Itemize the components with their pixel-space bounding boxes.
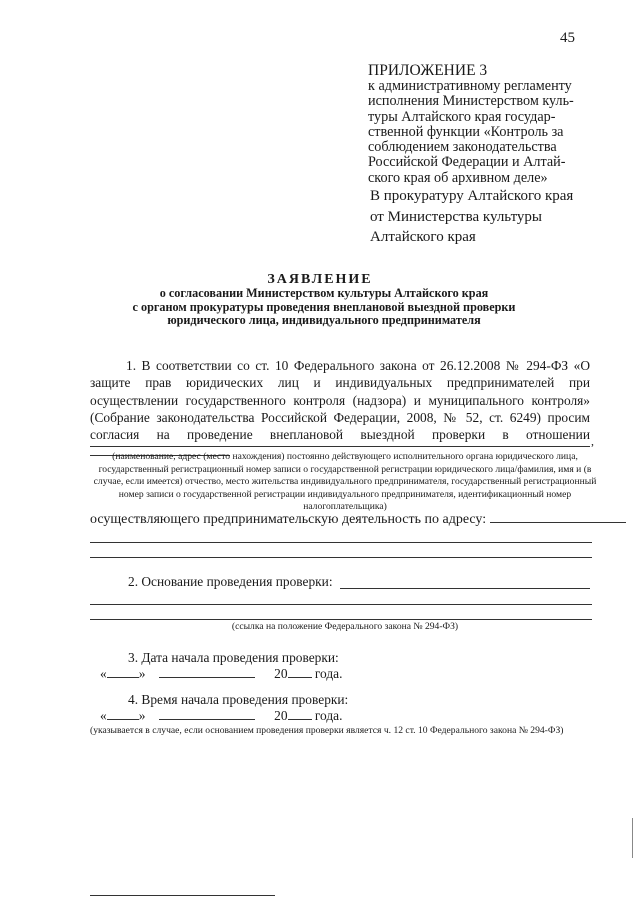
address-line[interactable] (90, 557, 592, 558)
address-row (90, 512, 626, 528)
basis-field[interactable] (340, 588, 590, 589)
basis-line[interactable] (90, 619, 592, 620)
subtitle-line: о согласовании Министерством культуры Алтайского края (159, 286, 489, 300)
entity-note: (наименование, адрес (место нахождения) постоянно действующего исполнительного органа юридического лица, государственный регистрационный номер записи о государственной регистрации юридического лица/фамилия, имя и (в случае, если имеется) отчество, место жительства индивидуального предпринимателя, государственный регистрационный номер записи о государственной регистрации индивидуального предпринимателя, идентификационный номер налогоплательщика) (93, 451, 597, 513)
time-note: (указывается в случае, если основанием проведения проверки является ч. 12 ст. 10 Федерального закона № 294-ФЗ) (90, 725, 564, 736)
address-label: осуществляющего предпринимательскую деятельность по адресу: (90, 512, 487, 527)
start-date-row (100, 666, 342, 682)
appendix-line: соблюдением законодательства (368, 139, 557, 156)
page-number: 45 (560, 30, 575, 46)
appendix-line: Российской Федерации и Алтай- (368, 154, 566, 171)
subtitle-line: юридического лица, индивидуального предпринимателя (167, 313, 481, 327)
document-title: ЗАЯВЛЕНИЕ (267, 272, 373, 287)
start-month-field[interactable] (159, 667, 255, 678)
scan-edge-mark (632, 818, 633, 858)
document-subtitle (100, 287, 548, 328)
footnote-separator (90, 895, 275, 896)
time-year-field[interactable] (288, 709, 312, 720)
section-4-label: 4. Время начала проведения проверки: (128, 692, 349, 707)
appendix-header (368, 62, 594, 186)
section-2-label: 2. Основание проведения проверки: (128, 574, 333, 589)
address-line[interactable] (90, 542, 592, 543)
basis-line[interactable] (90, 604, 592, 605)
basis-note: (ссылка на положение Федерального закона № 294-ФЗ) (231, 621, 459, 632)
year-prefix: 20 (274, 666, 288, 681)
quote-open: « (100, 708, 107, 723)
addressee-block (370, 186, 573, 248)
addressee-from-org: Алтайского края (370, 229, 476, 245)
quote-close: » (138, 708, 146, 723)
subtitle-line: с органом прокуратуры проведения внеплановой выездной проверки (132, 299, 516, 314)
quote-close: » (138, 666, 146, 681)
time-month-field[interactable] (159, 709, 255, 720)
quote-open: « (100, 666, 107, 681)
addressee-to: В прокуратуру Алтайского края (370, 188, 574, 204)
start-year-field[interactable] (288, 667, 312, 678)
entity-name-line[interactable] (90, 446, 590, 447)
year-prefix: 20 (274, 708, 288, 723)
start-time-row (100, 708, 342, 724)
time-day-field[interactable] (107, 709, 139, 720)
section-1-text: 1. В соответствии со ст. 10 Федерального закона от 26.12.2008 № 294-ФЗ «О защите прав юридических лиц и индивидуальных предпринимателей при осуществлении государственного контроля (надзора) и муниципального контроля» (Собрание законодательства Российской Федерации, 2008, № 52, ст. 6249) просим согласия на проведение внеплановой выездной проверки в отношении (90, 358, 590, 443)
appendix-line: исполнения Министерством куль- (368, 93, 574, 110)
appendix-line: ственной функции «Контроль за (368, 123, 564, 140)
section-3-label: 3. Дата начала проведения проверки: (128, 650, 339, 665)
address-field[interactable] (490, 512, 626, 523)
addressee-from: от Министерства культуры (370, 208, 543, 225)
appendix-title: ПРИЛОЖЕНИЕ 3 (368, 62, 488, 79)
appendix-line: к административному регламенту (368, 78, 572, 94)
appendix-line: туры Алтайского края государ- (368, 108, 556, 125)
start-day-field[interactable] (107, 667, 139, 678)
year-suffix: года. (314, 666, 343, 681)
entity-line-comma: , (591, 434, 594, 448)
year-suffix: года. (314, 708, 343, 723)
appendix-line: ского края об архивном деле» (368, 169, 548, 186)
